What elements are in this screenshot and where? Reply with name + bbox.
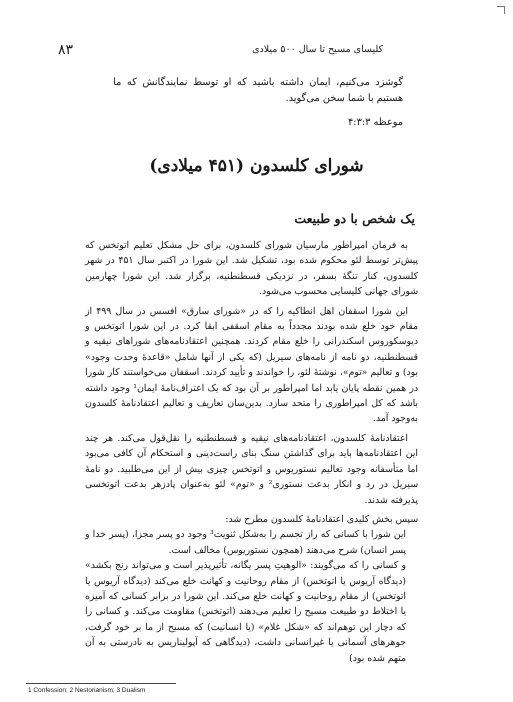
indented-paragraph: و کسانی را که می‌گویند: «الوهیتِ پسر یگانه، تأثیرپذیر است و می‌تواند رنج بکشد» (دیدگاه آریوس یا اتوتخس) از مقام روحانیت و کهانت خلع می‌کند (دیدگاه آریوس یا اتوتخس) از مقام روحانیت و کهانت خلع می‌کند. این شورا در برابر کسانی که آمیزه یا اختلاط دو طبیعت مسیح را تعلیم می‌دهند (اتوتخس) مقاومت می‌کند. و کسانی را که دچار این توهم‌اند که «شکل غلام» (یا انسانیت) که مسیح از ما بر خود گرفت، جوهرهای آسمانی یا غیرانسانی داشت، (دیدگاهی که آپولیناریس به نادرستی به آن متهم شده بود) [85, 560, 407, 664]
paragraph: به فرمان امپراطور مارسیان شورای کلسدون، برای حل مشکل تعلیم اتوتخس که پیش‌تر توسط لئو محکوم شده بود، تشکیل شد. این شورا در اکتبر سال ۴۵۱ در شهر کلسدون، کنار تنگهٔ بسفر، در نزدیکی قسطنطنیه، برگزار شد. این شورا چهارمین شورای جهانی کلیسایی محسوب می‌شود. [85, 240, 418, 298]
paragraph: اعتقادنامهٔ کلسدون، اعتقادنامه‌های نیقیه و قسطنطنیه را نقل‌قول می‌کند. هر چند این اعتقادنامه‌ها باید برای گذاشتن سنگ بنای راست‌دینی و استحکام آن کافی می‌بود اما متأسفانه وجود تعالیم نستوریوس و اتوتخس چیزی بیش از این می‌طلبید. دو نامهٔ سیریل در رد و انکار بدعت نستوری² و «توم» لئو به‌عنوان پادزهر بدعت اتوتخسی پذیرفته شدند. [85, 432, 419, 506]
footnotes: 1 Confession; 2 Nestorianism; 3 Dualism [28, 687, 146, 694]
body-text [85, 238, 418, 666]
footnote-divider [26, 683, 176, 684]
quote-reference: موعظه ۴:۳:۳ [348, 117, 403, 128]
page-corner-mark [497, 6, 505, 14]
section-title: یک شخص با دو طبیعت [294, 211, 415, 226]
list-intro: سپس بخش کلیدی اعتقادنامهٔ کلسدون مطرح شد: [225, 513, 418, 525]
running-header: کلیسای مسیح تا سال ۵۰۰ میلادی [252, 44, 383, 55]
chapter-title: شورای کلسدون (۴۵۱ میلادی) [149, 156, 364, 176]
page-number: ۸۳ [58, 42, 74, 58]
quote-text: گوشزد می‌کنیم، ایمان داشته باشید که او توسط نمایندگانش که ما هستیم با شما سخن می‌گوید. [113, 77, 403, 104]
paragraph: این شورا اسقفان اهل انطاکیه را که در «شورای سارق» افسس در سال ۴۹۹ از مقام خود خلع شده بودند مجدداً به مقام اسقفی ابقا کرد. در این شورا اتوتخس و دیوسکوروس اسکندرانی را خلع مقام کردند. همچنین اعتقادنامه‌های شوراهای نیقیه و قسطنطنیه، دو نامه از نامه‌های سیریل (که یکی از آنها شامل «قاعدهٔ وحدت وجود» بود) و تعالیم «توم»، نوشتهٔ لئو، را خواندند و تأیید کردند. اسقفان می‌خواستند کار شورا در همین نقطه پایان یابد اما امپراطور بر آن بود که یک اعتراف‌نامهٔ ایمان¹ وجود داشته باشد که کل امپراطوری را متحد سازد. بدین‌سان تعاریف و تعالیم اعتقادنامهٔ کلسدون به‌وجود آمد. [85, 305, 418, 425]
indented-paragraph: این شورا با کسانی که راز تجسم را به‌شکل ثنویت³ وجود دو پسر مجزا، (پسر خدا و پسر انسان) شرح می‌دهند (همچون نستوریوس) مخالف است. [85, 529, 406, 556]
